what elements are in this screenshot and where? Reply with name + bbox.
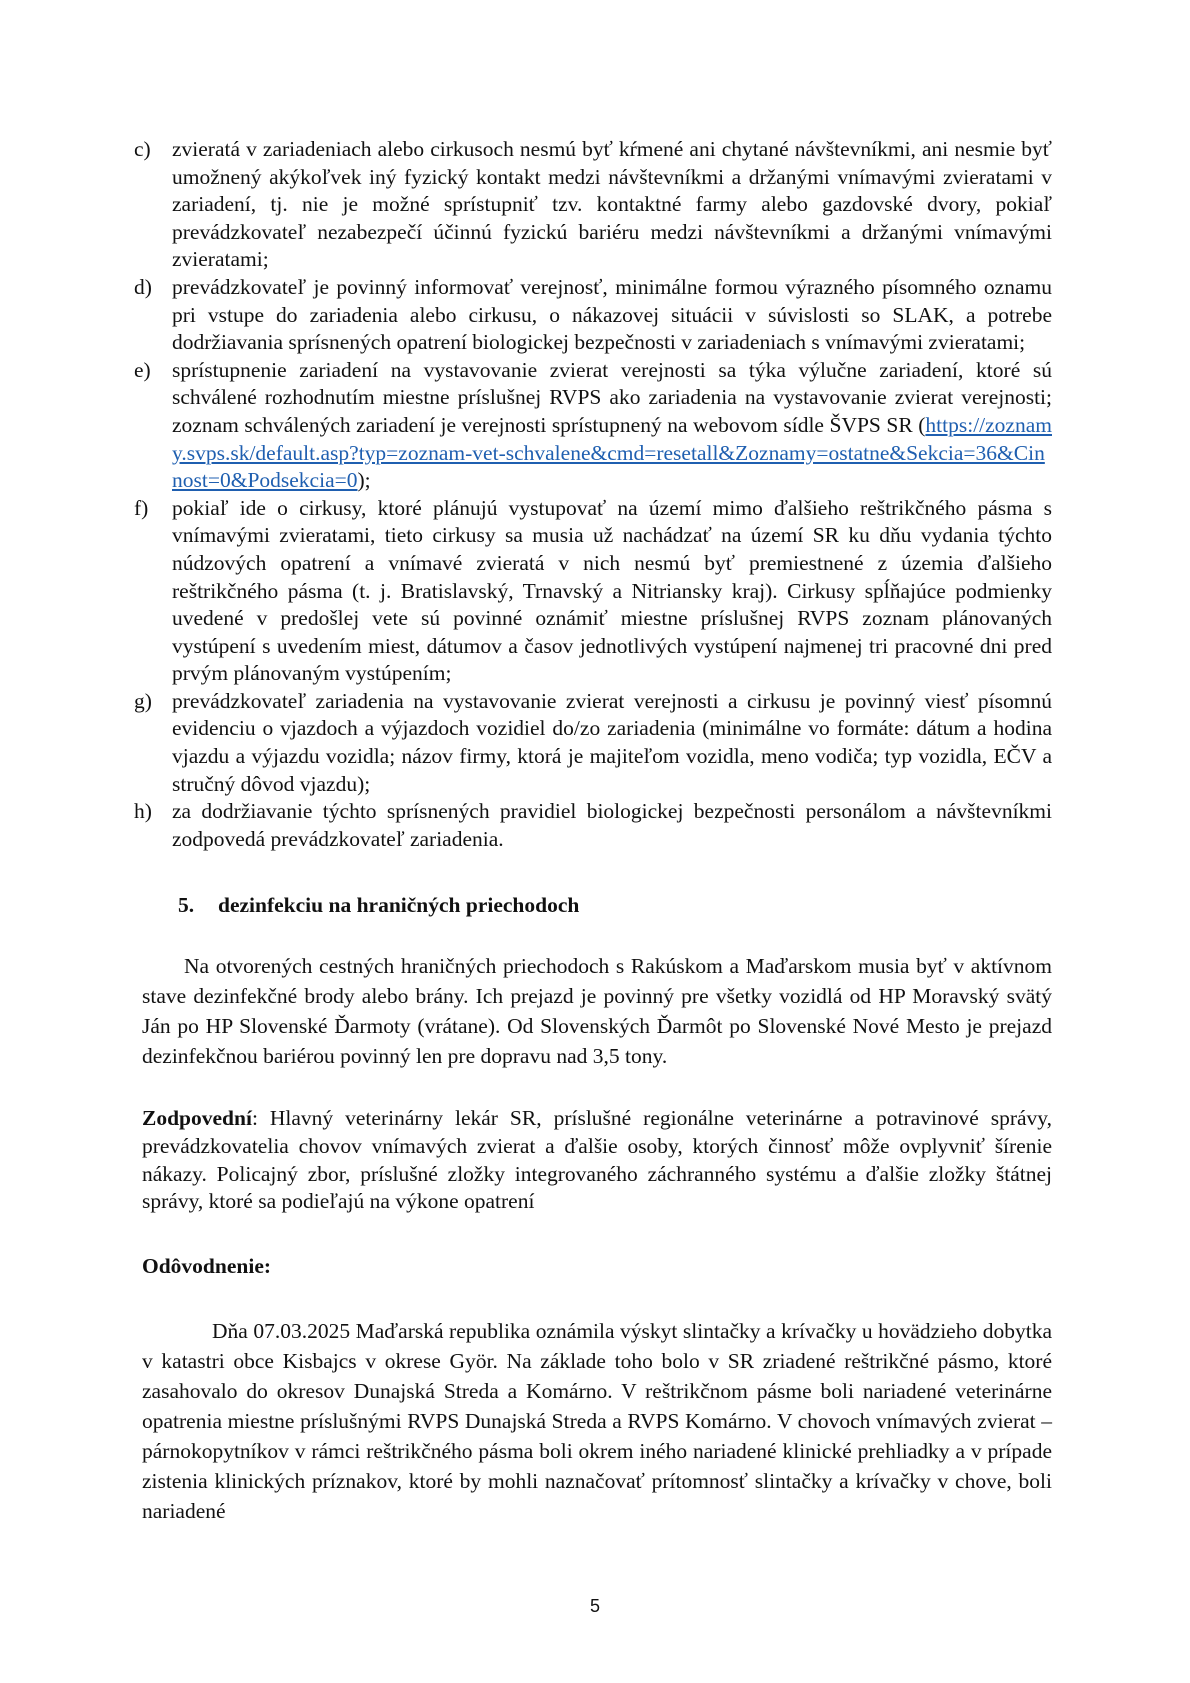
- list-item-f: [134, 495, 1052, 688]
- list-marker: f): [134, 495, 149, 520]
- list-marker: g): [134, 688, 152, 713]
- list-item-text: prevádzkovateľ zariadenia na vystavovanie zvierat verejnosti a cirkusu je povinný viesť písomnú evidenciu o vjazdoch a výjazdoch vozidiel do/zo zariadenia (minimálne vo formáte: dátum a hodina vjazdu a výjazdu vozidla; názov firmy, ktorá je majiteľom vozidla, meno vodiča; typ vozidla, EČV a stručný dôvod vjazdu);: [172, 688, 1052, 796]
- section-paragraph: Na otvorených cestných hraničných priechodoch s Rakúskom a Maďarskom musia byť v aktívnom stave dezinfekčné brody alebo brány. Ich prejazd je povinný pre všetky vozidlá od HP Moravský svätý Ján po HP Slovenské Ďarmoty (vrátane). Od Slovenských Ďarmôt po Slovenské Nové Mesto je prejazd dezinfekčnou bariérou povinný len pre dopravu nad 3,5 tony.: [142, 954, 1052, 1069]
- list-item-d: [134, 274, 1052, 357]
- list-item-e: [134, 357, 1052, 495]
- list-marker: e): [134, 357, 151, 382]
- list-item-h: [134, 798, 1052, 853]
- measures-list: [134, 136, 1052, 853]
- list-marker: c): [134, 137, 151, 161]
- page-content: [134, 136, 1052, 1526]
- list-item-text: prevádzkovateľ je povinný informovať verejnosť, minimálne formou výrazného písomného oznamu pri vstupe do zariadenia alebo cirkusu, o nákazovej situácii v súvislosti so SLAK, a potrebe dodržiavania sprísnených opatrení biologickej bezpečnosti v zariadeniach s vnímavými zvieratami;: [172, 274, 1052, 355]
- list-item-text: sprístupnenie zariadení na vystavovanie zvierat verejnosti sa týka výlučne zariadení, ktoré sú schválené rozhodnutím miestne príslušnej RVPS ako zariadenia na vystavovanie zvierat verejnosti; zoznam schválených zariadení je verejnosti sprístupnený na webovom sídle ŠVPS SR (: [172, 357, 1052, 437]
- justification-paragraph: Dňa 07.03.2025 Maďarská republika oznámila výskyt slintačky a krívačky u hovädzieho dobytka v katastri obce Kisbajcs v okrese Györ. Na základe toho bolo v SR zriadené reštrikčné pásmo, ktoré zasahovalo do okresov Dunajská Streda a Komárno. V reštrikčnom pásme boli nariadené veterinárne opatrenia miestne príslušnými RVPS Dunajská Streda a RVPS Komárno. V chovoch vnímavých zvierat – párnokopytníkov v rámci reštrikčného pásma boli okrem iného nariadené klinické prehliadky a v prípade zistenia klinických príznakov, ktoré by mohli naznačovať prítomnosť slintačky a krívačky v chove, boli nariadené: [142, 1318, 1052, 1523]
- list-item-text-end: );: [357, 468, 371, 493]
- list-item-c: [134, 136, 1052, 274]
- section-title: dezinfekciu na hraničných priechodoch: [218, 893, 580, 918]
- list-marker: h): [134, 799, 152, 824]
- responsible-paragraph: [142, 1105, 1052, 1215]
- page-number: 5: [589, 1596, 600, 1616]
- section-heading: [178, 891, 1052, 919]
- responsible-text: : Hlavný veterinárny lekár SR, príslušné regionálne veterinárne a potravinové správy, prevádzkovatelia chovov vnímavých zvierat a ďalšie osoby, ktorých činnosť môže ovplyvniť šírenie nákazy. Policajný zbor, príslušné zložky integrovaného záchranného systému a ďalšie zložky štátnej správy, ktoré sa podieľajú na výkone opatrení: [142, 1106, 1052, 1214]
- list-marker: d): [134, 274, 152, 299]
- list-item-text: zvieratá v zariadeniach alebo cirkusoch nesmú byť kŕmené ani chytané návštevníkmi, ani nesmie byť umožnený akýkoľvek iný fyzický kontakt medzi návštevníkmi a držanými vnímavými zvieratami v zariadení, tj. nie je možné sprístupniť tzv. kontaktné farmy alebo gazdovské dvory, pokiaľ prevádzkovateľ nezabezpečí účinnú fyzickú bariéru medzi návštevníkmi a držanými vnímavými zvieratami;: [172, 137, 1052, 272]
- list-item-g: [134, 688, 1052, 798]
- section-number: 5.: [178, 893, 195, 918]
- svps-list-link[interactable]: https://zoznamy.svps.sk/default.asp?typ=zoznam-vet-schvalene&cmd=resetall&Zoznamy=ostatne&Sekcia=36&Cinnost=0&Podsekcia=0: [172, 412, 1052, 493]
- justification-heading: Odôvodnenie:: [142, 1253, 272, 1278]
- list-item-text: pokiaľ ide o cirkusy, ktoré plánujú vystupovať na území mimo ďalšieho reštrikčného pásma s vnímavými zvieratami, tieto cirkusy sa musia už nachádzať na území SR ku dňu vydania týchto núdzových opatrení a vnímavé zvieratá v nich nesmú byť premiestnené z územia ďalšieho reštrikčného pásma (t. j. Bratislavský, Trnavský a Nitriansky kraj). Cirkusy spĺňajúce podmienky uvedené v predošlej vete sú povinné oznámiť miestne príslušnej RVPS zoznam plánovaných vystúpení s uvedením miest, dátumov a časov jednotlivých vystúpení najmenej tri pracovné dni pred prvým plánovaným vystúpením;: [172, 495, 1052, 686]
- responsible-label: Zodpovední: [142, 1106, 252, 1131]
- list-item-text: za dodržiavanie týchto sprísnených pravidiel biologickej bezpečnosti personálom a návštevníkmi zodpovedá prevádzkovateľ zariadenia.: [172, 799, 1052, 851]
